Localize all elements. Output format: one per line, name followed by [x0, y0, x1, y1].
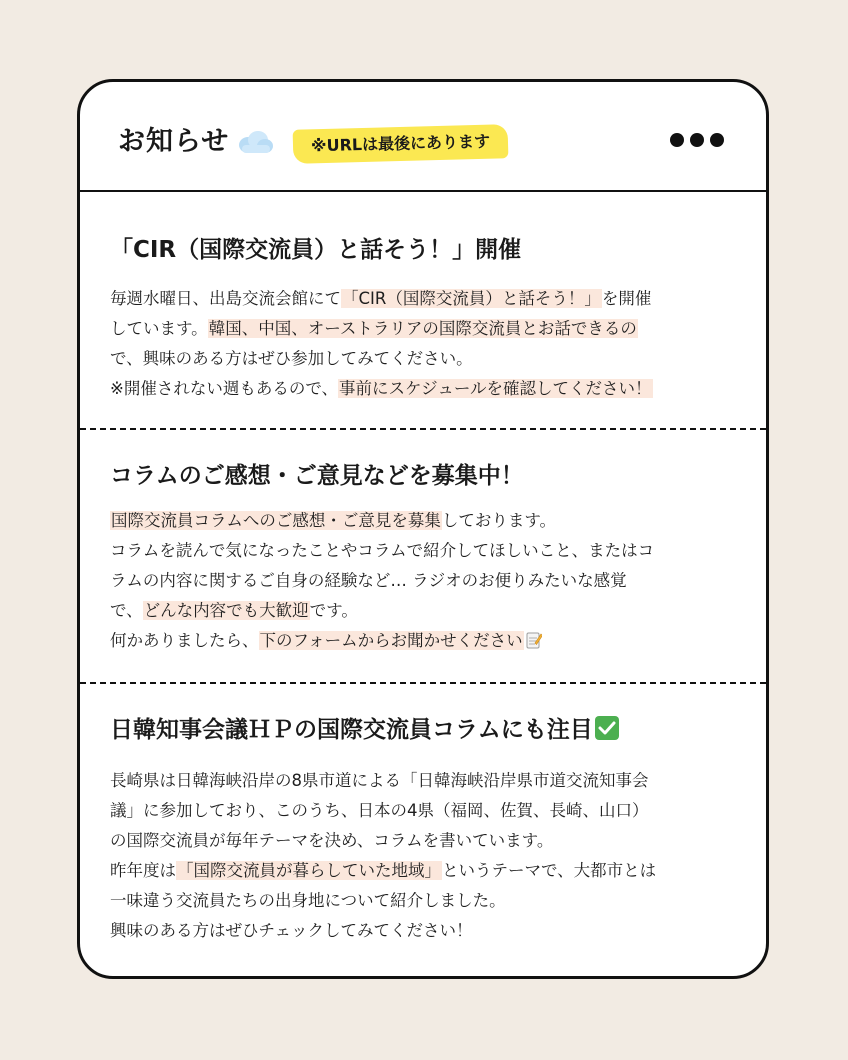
- dot-icon: [690, 133, 704, 147]
- body-text: というテーマで、大都市とは: [442, 861, 657, 880]
- body-text-line: [110, 766, 740, 796]
- check-mark-icon: [595, 716, 619, 740]
- body-text: ラムの内容に関するご自身の経験など… ラジオのお便りみたいな感覚: [110, 571, 627, 590]
- section-title-text: 日韓知事会議ＨＰの国際交流員コラムにも注目: [110, 717, 593, 743]
- body-text-line: [110, 536, 740, 566]
- body-text: 長崎県は日韓海峡沿岸の8県市道による「日韓海峡沿岸県市道交流知事会: [110, 771, 649, 790]
- section-body: [110, 284, 740, 404]
- section-title: [110, 460, 524, 492]
- body-text-line: [110, 916, 740, 946]
- body-text-line: [110, 566, 740, 596]
- body-text-line: [110, 596, 740, 626]
- body-text-line: [110, 314, 740, 344]
- body-text: の国際交流員が毎年テーマを決め、コラムを書いています。: [110, 831, 554, 850]
- highlighted-text: どんな内容でも大歓迎: [143, 601, 309, 620]
- body-text: 毎週水曜日、出島交流会館にて: [110, 289, 341, 308]
- highlighted-text: 国際交流員コラムへのご感想・ご意見を募集: [111, 511, 441, 530]
- notice-card: [77, 79, 769, 979]
- body-text-line: [110, 344, 740, 374]
- more-dots-icon[interactable]: [670, 132, 724, 148]
- body-text: 一味違う交流員たちの出身地について紹介しました。: [110, 891, 506, 910]
- body-text-line: [110, 506, 740, 536]
- body-text: しています。: [110, 319, 208, 338]
- section-column-feedback: [80, 430, 766, 684]
- section-title: [110, 234, 521, 266]
- body-text: ※開催されない週もあるので、: [110, 379, 338, 398]
- highlighted-text: 下のフォームからお聞かせください: [259, 631, 523, 650]
- memo-icon: [526, 631, 542, 649]
- body-text: 何かありましたら、: [110, 631, 259, 650]
- section-title-text: コラムのご感想・ご意見などを募集中！: [110, 463, 524, 489]
- page-title: お知らせ: [118, 126, 230, 157]
- highlighted-text: 「CIR（国際交流員）と話そう！」: [342, 289, 601, 308]
- body-text-line: [110, 284, 740, 314]
- dot-icon: [710, 133, 724, 147]
- body-text-line: [110, 626, 740, 656]
- body-text: を開催: [601, 289, 652, 308]
- body-text: コラムを読んで気になったことやコラムで紹介してほしいこと、またはコ: [110, 541, 655, 560]
- body-text-line: [110, 826, 740, 856]
- body-text-line: [110, 886, 740, 916]
- highlighted-text: 「国際交流員が暮らしていた地域」: [177, 861, 441, 880]
- section-body: [110, 506, 740, 656]
- body-text: 興味のある方はぜひチェックしてみてください！: [110, 921, 473, 940]
- dot-icon: [670, 133, 684, 147]
- body-text-line: [110, 796, 740, 826]
- body-text: で、興味のある方はぜひ参加してみてください。: [110, 349, 473, 368]
- section-title-text: 「CIR（国際交流員）と話そう！」開催: [110, 237, 522, 263]
- body-text: しております。: [441, 511, 557, 530]
- highlighted-text: 事前にスケジュールを確認してください！: [339, 379, 652, 398]
- section-governors-column: [80, 684, 766, 979]
- cloud-icon: [236, 128, 274, 156]
- body-text: 昨年度は: [110, 861, 176, 880]
- section-body: [110, 766, 740, 946]
- url-notice-badge: ※URLは最後にあります: [293, 124, 509, 164]
- body-text: で、: [110, 601, 143, 620]
- body-text-line: [110, 856, 740, 886]
- section-title: [110, 714, 619, 746]
- body-text-line: [110, 374, 740, 404]
- notice-header: [80, 82, 766, 192]
- body-text: 議」に参加しており、このうち、日本の4県（福岡、佐賀、長崎、山口）: [110, 801, 649, 820]
- section-cir-event: [80, 192, 766, 430]
- highlighted-text: 韓国、中国、オーストラリアの国際交流員とお話できるの: [208, 319, 637, 338]
- body-text: です。: [309, 601, 358, 620]
